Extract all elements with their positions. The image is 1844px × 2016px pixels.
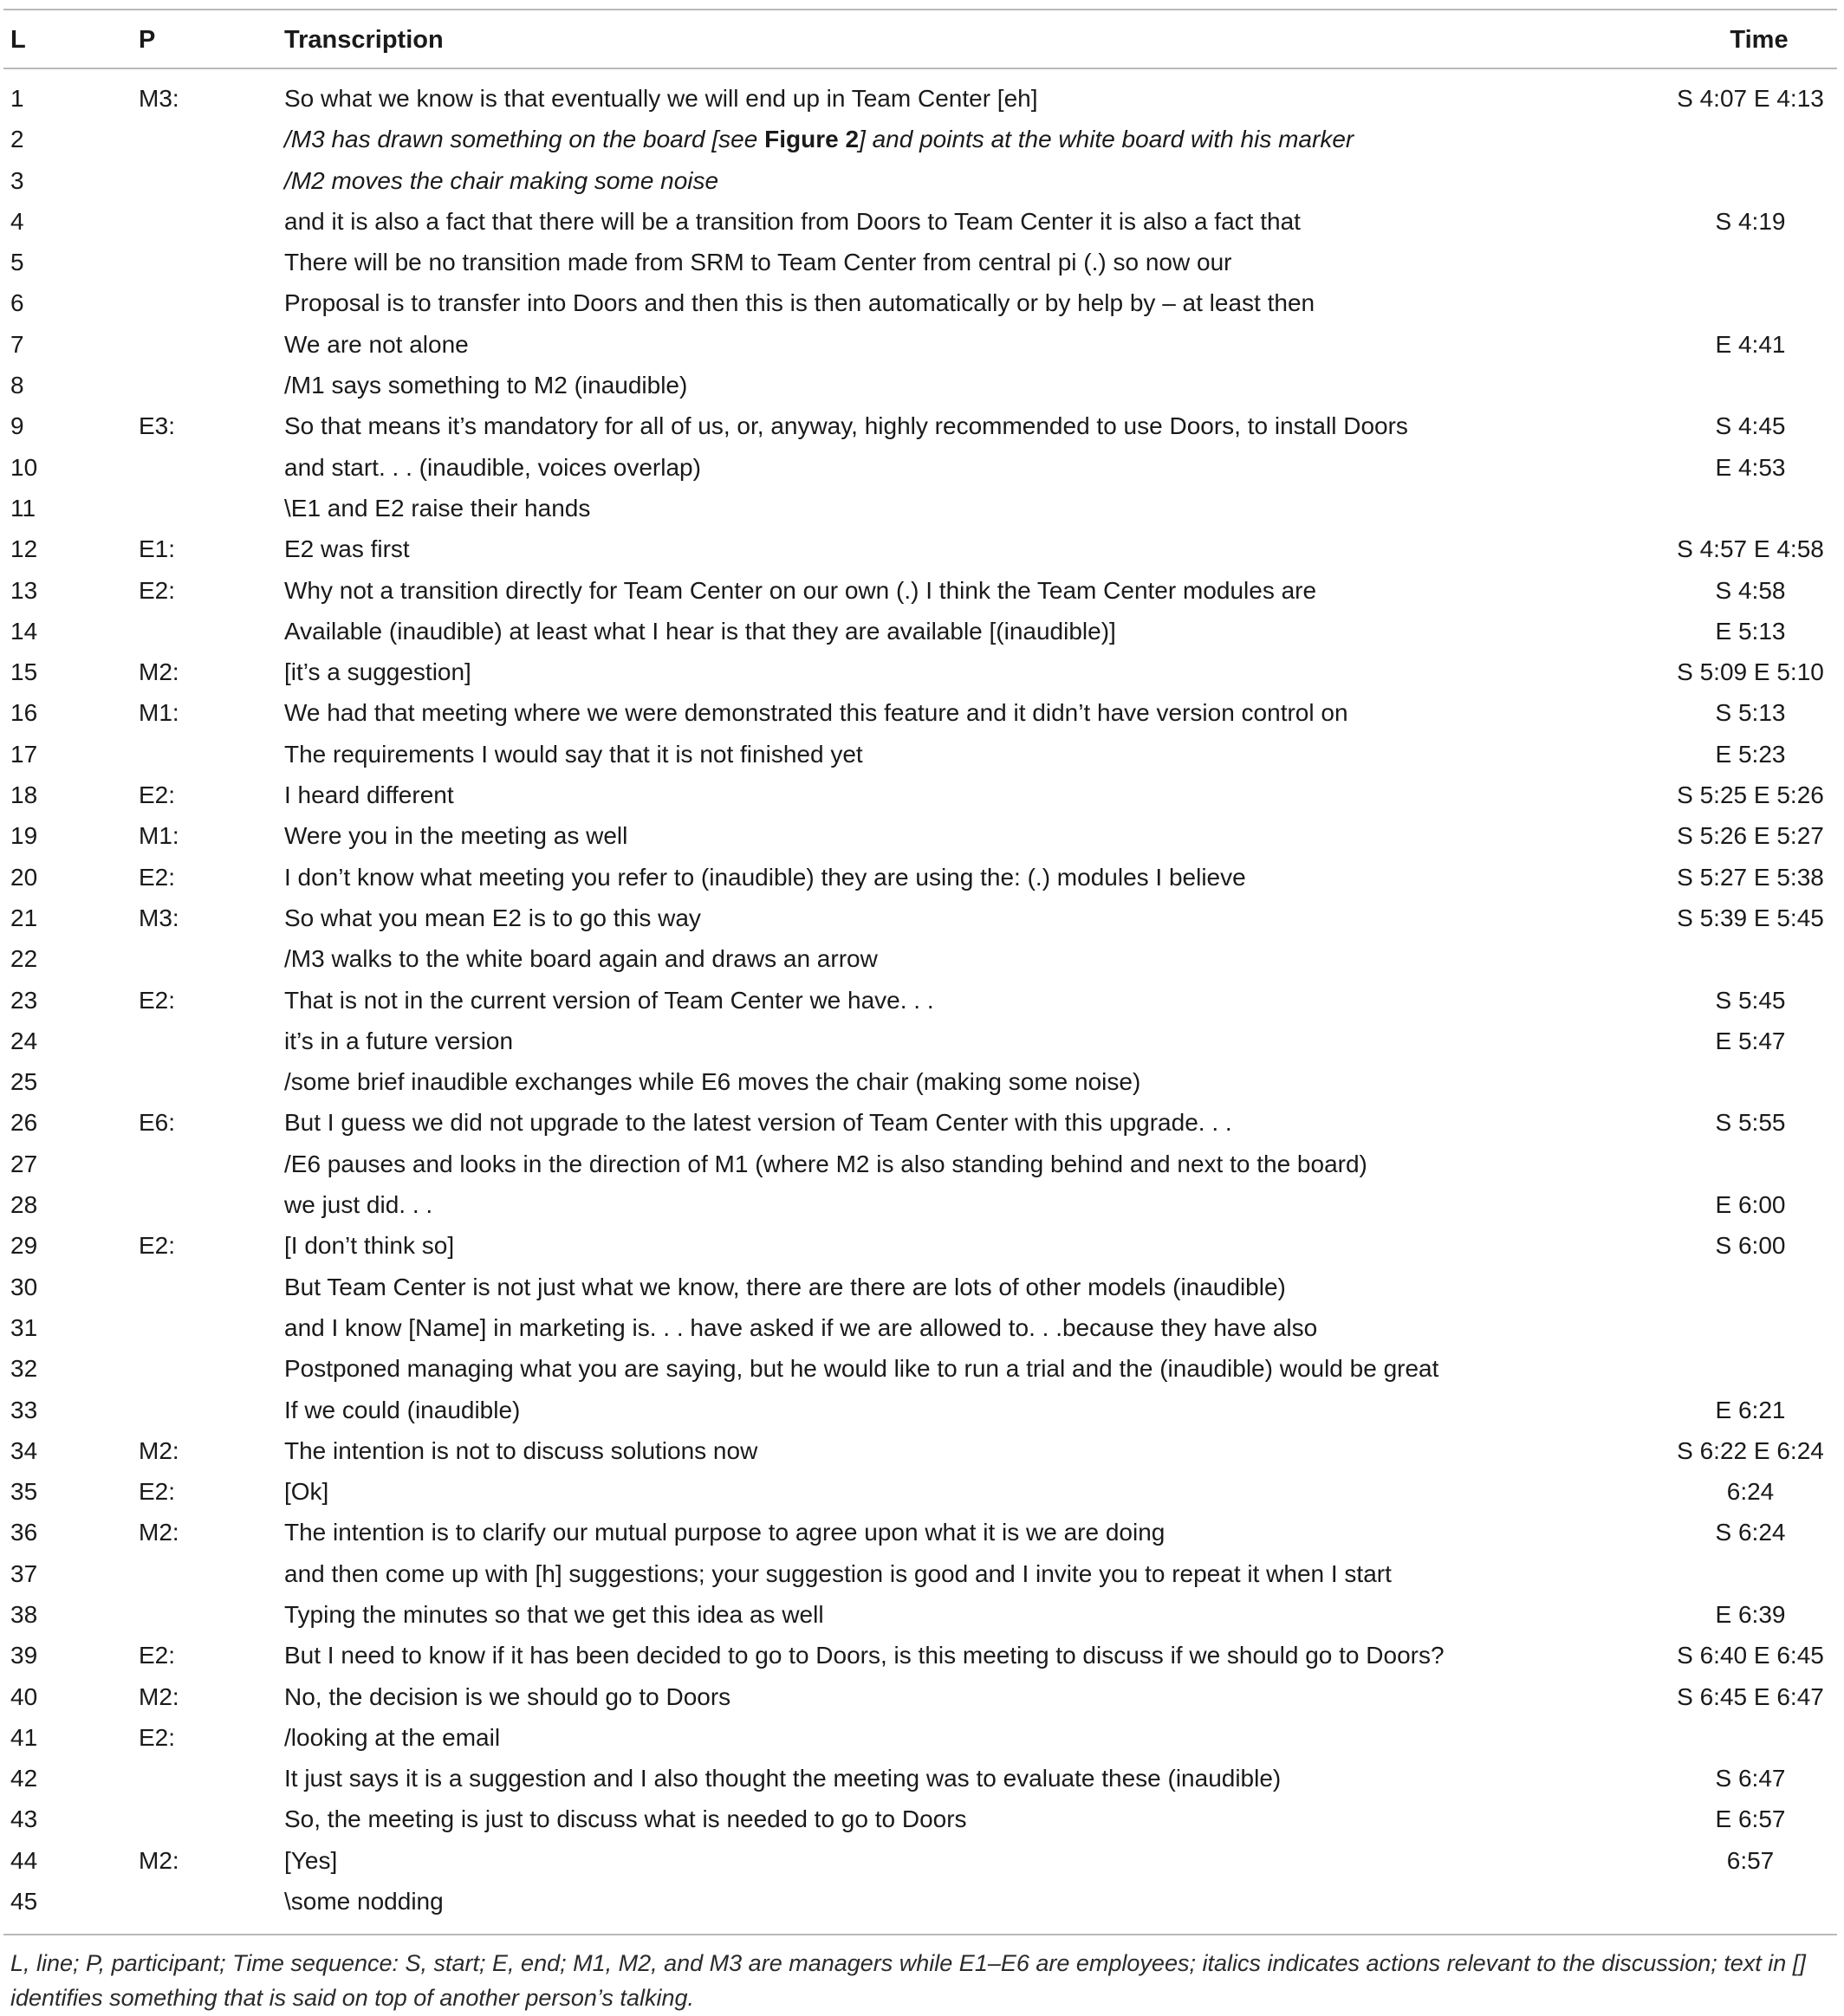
line-number: 33: [10, 1396, 38, 1423]
table-row: [0, 1434, 1844, 1475]
transcription-text: No, the decision is we should go to Doors: [284, 1682, 731, 1710]
time-sequence: S 4:57 E 4:58: [1677, 535, 1824, 563]
line-number: 23: [10, 986, 38, 1014]
table-row: [0, 164, 1844, 204]
transcription-text: But I need to know if it has been decided to go to Doors, is this meeting to discuss if we should go to Doors?: [284, 1642, 1445, 1669]
table-row: [0, 1475, 1844, 1515]
time-sequence: S 4:07 E 4:13: [1677, 85, 1824, 112]
table-row: [0, 737, 1844, 778]
transcription-text: The requirements I would say that it is not finished yet: [284, 740, 863, 768]
table-row: [0, 1844, 1844, 1884]
participant: E2:: [139, 576, 176, 604]
line-number: 1: [10, 85, 24, 112]
transcription-text: Were you in the meeting as well: [284, 822, 628, 850]
line-number: 28: [10, 1191, 38, 1219]
line-number: 17: [10, 740, 38, 768]
transcription-text: But Team Center is not just what we know, there are there are lots of other models (inaudible): [284, 1273, 1286, 1300]
time-sequence: S 6:45 E 6:47: [1677, 1682, 1824, 1710]
table-row: [0, 1270, 1844, 1311]
line-number: 41: [10, 1723, 38, 1751]
table-row: [0, 1802, 1844, 1843]
line-number: 27: [10, 1150, 38, 1177]
line-number: 8: [10, 372, 24, 399]
transcription-text: I don’t know what meeting you refer to (inaudible) they are using the: (.) modules I believe: [284, 863, 1246, 891]
transcription-text: /some brief inaudible exchanges while E6 moves the chair (making some noise): [284, 1068, 1141, 1096]
transcription-text: So, the meeting is just to discuss what is needed to go to Doors: [284, 1805, 967, 1833]
table-row: [0, 122, 1844, 163]
participant: M2:: [139, 1682, 179, 1710]
line-number: 36: [10, 1519, 38, 1546]
transcription-text: So that means it’s mandatory for all of us, or, anyway, highly recommended to use Doors, to install Doors: [284, 412, 1408, 440]
transcription-text: So what you mean E2 is to go this way: [284, 904, 701, 931]
header-participant: P: [139, 26, 156, 54]
line-number: 31: [10, 1313, 38, 1341]
participant: E1:: [139, 535, 176, 563]
transcription-text: /M2 moves the chair making some noise: [284, 166, 719, 194]
participant: M2:: [139, 1519, 179, 1546]
transcription-text: and it is also a fact that there will be a transition from Doors to Team Center it is also a fact that: [284, 207, 1301, 235]
participant: E2:: [139, 1478, 176, 1506]
time-sequence: E 6:00: [1715, 1191, 1786, 1219]
time-sequence: E 4:41: [1715, 330, 1786, 358]
line-number: 32: [10, 1355, 38, 1383]
transcription-text: [Ok]: [284, 1478, 329, 1506]
table-row: [0, 1105, 1844, 1146]
transcription-text-part: /M3 has drawn something on the board [see: [284, 126, 765, 153]
time-sequence: S 6:47: [1715, 1765, 1786, 1792]
transcription-text: /M1 says something to M2 (inaudible): [284, 372, 688, 399]
transcription-text: [it’s a suggestion]: [284, 658, 471, 686]
table-row: [0, 327, 1844, 368]
time-sequence: S 5:13: [1715, 699, 1786, 727]
line-number: 19: [10, 822, 38, 850]
table-row: [0, 614, 1844, 655]
table-row: [0, 1228, 1844, 1269]
line-number: 45: [10, 1888, 38, 1916]
line-number: 3: [10, 166, 24, 194]
line-number: 11: [10, 494, 36, 522]
transcription-text: and I know [Name] in marketing is. . . have asked if we are allowed to. . .because they have also: [284, 1313, 1318, 1341]
line-number: 25: [10, 1068, 38, 1096]
time-sequence: S 4:58: [1715, 576, 1786, 604]
transcription-text: Typing the minutes so that we get this idea as well: [284, 1600, 824, 1628]
table-row: [0, 1393, 1844, 1434]
line-number: 35: [10, 1478, 38, 1506]
transcription-text: There will be no transition made from SRM to Team Center from central pi (.) so now our: [284, 249, 1232, 276]
line-number: 26: [10, 1109, 38, 1137]
table-row: [0, 286, 1844, 327]
participant: M1:: [139, 822, 179, 850]
transcription-text: So what we know is that eventually we will end up in Team Center [eh]: [284, 85, 1038, 112]
line-number: 24: [10, 1027, 38, 1054]
table-row: [0, 491, 1844, 532]
line-number: 6: [10, 289, 24, 317]
transcription-text: we just did. . .: [284, 1191, 433, 1219]
table-row: [0, 1311, 1844, 1352]
time-sequence: S 5:55: [1715, 1109, 1786, 1137]
table-row: [0, 81, 1844, 122]
table-bottom-rule: [3, 1934, 1837, 1935]
line-number: 2: [10, 126, 24, 153]
line-number: 13: [10, 576, 38, 604]
transcription-text: Why not a transition directly for Team Center on our own (.) I think the Team Center modules are: [284, 576, 1317, 604]
transcription-text: It just says it is a suggestion and I also thought the meeting was to evaluate these (inaudible): [284, 1765, 1282, 1792]
line-number: 12: [10, 535, 38, 563]
time-sequence: E 5:23: [1715, 740, 1786, 768]
time-sequence: S 5:26 E 5:27: [1677, 822, 1824, 850]
time-sequence: E 6:21: [1715, 1396, 1786, 1423]
participant: E3:: [139, 412, 176, 440]
table-row: [0, 1557, 1844, 1598]
participant: M2:: [139, 658, 179, 686]
transcription-text: But I guess we did not upgrade to the latest version of Team Center with this upgrade. . .: [284, 1109, 1232, 1137]
line-number: 15: [10, 658, 38, 686]
participant: M2:: [139, 1846, 179, 1874]
time-sequence: S 5:39 E 5:45: [1677, 904, 1824, 931]
table-row: [0, 1065, 1844, 1105]
header-transcription: Transcription: [284, 26, 444, 54]
table-row: [0, 1024, 1844, 1065]
time-sequence: S 5:25 E 5:26: [1677, 781, 1824, 809]
transcription-text: E2 was first: [284, 535, 410, 563]
table-row: [0, 1598, 1844, 1638]
line-number: 10: [10, 453, 38, 481]
table-row: [0, 409, 1844, 450]
transcription-text: We had that meeting where we were demonstrated this feature and it didn’t have version control on: [284, 699, 1348, 727]
table-row: [0, 1188, 1844, 1228]
table-row: [0, 983, 1844, 1024]
line-number: 37: [10, 1559, 38, 1587]
transcription-text: /looking at the email: [284, 1723, 501, 1751]
transcription-text: and start. . . (inaudible, voices overlap): [284, 453, 701, 481]
line-number: 29: [10, 1232, 38, 1260]
time-sequence: E 6:57: [1715, 1805, 1786, 1833]
time-sequence: S 5:45: [1715, 986, 1786, 1014]
table-row: [0, 204, 1844, 245]
table-row: [0, 696, 1844, 736]
table-row: [0, 655, 1844, 696]
table-row: [0, 1147, 1844, 1188]
line-number: 5: [10, 249, 24, 276]
table-row: [0, 860, 1844, 901]
transcription-text: \E1 and E2 raise their hands: [284, 494, 591, 522]
table-row: [0, 368, 1844, 409]
line-number: 16: [10, 699, 38, 727]
transcription-text-part: ] and points at the white board with his marker: [859, 126, 1354, 153]
participant: M2:: [139, 1436, 179, 1464]
table-row: [0, 574, 1844, 614]
transcription-text: Available (inaudible) at least what I hear is that they are available [(inaudible)]: [284, 617, 1116, 645]
table-row: [0, 778, 1844, 819]
transcription-text: I heard different: [284, 781, 454, 809]
transcription-text: That is not in the current version of Team Center we have. . .: [284, 986, 934, 1014]
time-sequence: S 5:09 E 5:10: [1677, 658, 1824, 686]
line-number: 30: [10, 1273, 38, 1300]
line-number: 39: [10, 1642, 38, 1669]
participant: M1:: [139, 699, 179, 727]
table-row: [0, 245, 1844, 286]
table-row: [0, 532, 1844, 573]
time-sequence: S 4:19: [1715, 207, 1786, 235]
line-number: 21: [10, 904, 38, 931]
line-number: 7: [10, 330, 24, 358]
table-header-rule: [3, 68, 1837, 69]
transcription-text: /E6 pauses and looks in the direction of M1 (where M2 is also standing behind and next to the board): [284, 1150, 1367, 1177]
transcription-text: and then come up with [h] suggestions; your suggestion is good and I invite you to repeat it when I start: [284, 1559, 1392, 1587]
line-number: 18: [10, 781, 38, 809]
time-sequence: 6:57: [1726, 1846, 1775, 1874]
participant: M3:: [139, 85, 179, 112]
transcription-text: [I don’t think so]: [284, 1232, 455, 1260]
transcription-text: Postponed managing what you are saying, but he would like to run a trial and the (inaudible) would be great: [284, 1355, 1439, 1383]
line-number: 40: [10, 1682, 38, 1710]
time-sequence: E 4:53: [1715, 453, 1786, 481]
transcription-text: it’s in a future version: [284, 1027, 514, 1054]
participant: E2:: [139, 781, 176, 809]
transcription-text: /M3 walks to the white board again and draws an arrow: [284, 945, 878, 973]
transcription-text: [Yes]: [284, 1846, 338, 1874]
table-row: [0, 451, 1844, 491]
time-sequence: S 6:40 E 6:45: [1677, 1642, 1824, 1669]
participant: E2:: [139, 863, 176, 891]
line-number: 4: [10, 207, 24, 235]
table-row: [0, 1352, 1844, 1392]
time-sequence: S 6:24: [1715, 1519, 1786, 1546]
line-number: 43: [10, 1805, 38, 1833]
line-number: 38: [10, 1600, 38, 1628]
line-number: 14: [10, 617, 38, 645]
time-sequence: E 5:13: [1715, 617, 1786, 645]
time-sequence: S 6:00: [1715, 1232, 1786, 1260]
participant: E2:: [139, 1723, 176, 1751]
header-time: Time: [1730, 26, 1789, 54]
time-sequence: S 4:45: [1715, 412, 1786, 440]
time-sequence: S 5:27 E 5:38: [1677, 863, 1824, 891]
time-sequence: S 6:22 E 6:24: [1677, 1436, 1824, 1464]
transcription-text: Proposal is to transfer into Doors and then this is then automatically or by help by – at least then: [284, 289, 1315, 317]
table-row: [0, 1761, 1844, 1802]
transcription-text: [284, 122, 1354, 157]
table-row: [0, 1721, 1844, 1761]
participant: E2:: [139, 1642, 176, 1669]
participant: E2:: [139, 986, 176, 1014]
table-row: [0, 942, 1844, 982]
transcription-text: We are not alone: [284, 330, 469, 358]
header-line: L: [10, 26, 26, 54]
time-sequence: E 6:39: [1715, 1600, 1786, 1628]
participant: E6:: [139, 1109, 176, 1137]
table-row: [0, 1515, 1844, 1556]
time-sequence: E 5:47: [1715, 1027, 1786, 1054]
line-number: 42: [10, 1765, 38, 1792]
figure-reference: Figure 2: [764, 126, 860, 153]
participant: M3:: [139, 904, 179, 931]
table-body: [0, 81, 1844, 1925]
transcription-text: \some nodding: [284, 1888, 444, 1916]
table-row: [0, 819, 1844, 859]
table-footnote: L, line; P, participant; Time sequence: S, start; E, end; M1, M2, and M3 are managers while E1–E6 are employees; italics indicates actions relevant to the discussion; text in [] identifies something that is said on top of another person’s talking.: [10, 1950, 1806, 2011]
line-number: 20: [10, 863, 38, 891]
line-number: 44: [10, 1846, 38, 1874]
table-row: [0, 901, 1844, 942]
table-row: [0, 1680, 1844, 1721]
table-row: [0, 1884, 1844, 1925]
line-number: 34: [10, 1436, 38, 1464]
time-sequence: 6:24: [1726, 1478, 1775, 1506]
transcription-text: If we could (inaudible): [284, 1396, 521, 1423]
table-top-rule: [3, 9, 1837, 10]
transcription-text: The intention is to clarify our mutual purpose to agree upon what it is we are doing: [284, 1519, 1165, 1546]
transcription-text: The intention is not to discuss solutions now: [284, 1436, 758, 1464]
line-number: 22: [10, 945, 38, 973]
participant: E2:: [139, 1232, 176, 1260]
table-row: [0, 1638, 1844, 1679]
line-number: 9: [10, 412, 24, 440]
